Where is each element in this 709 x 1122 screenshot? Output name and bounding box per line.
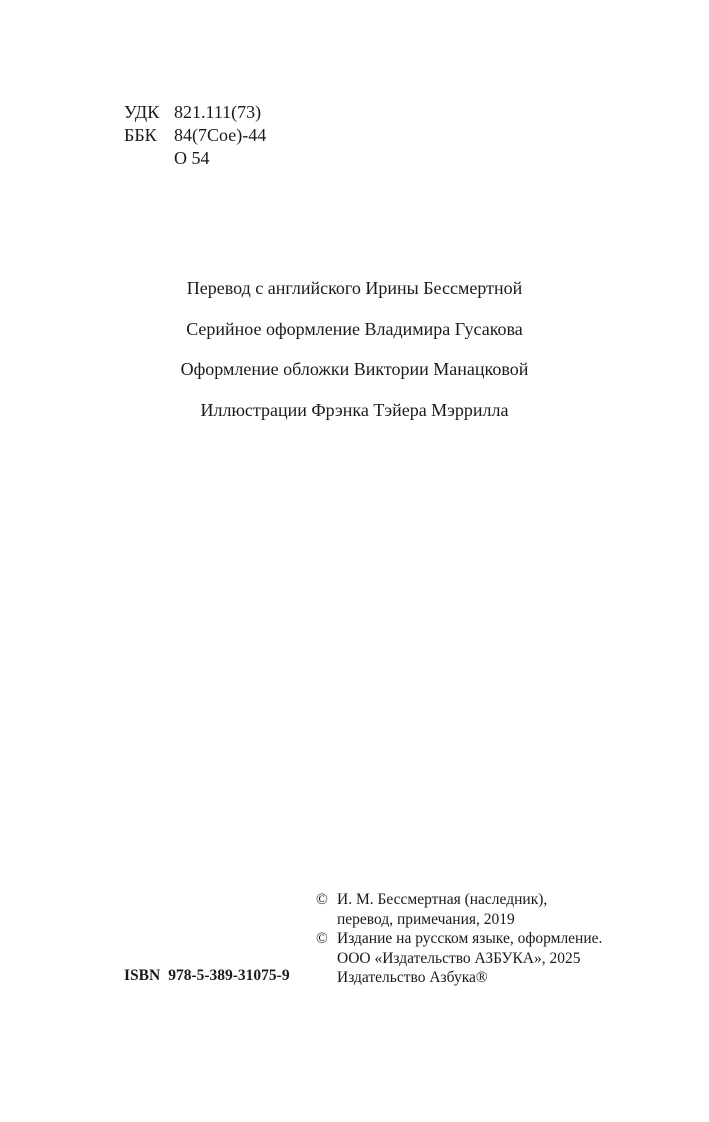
author-mark-row <box>124 147 266 170</box>
credits-block <box>0 277 709 439</box>
copyright-entry-translation <box>316 890 602 929</box>
edition-note: Издание на русском языке, оформление. <box>337 930 603 947</box>
bbk-value: 84(7Сое)-44 <box>174 125 267 145</box>
udk-value: 821.111(73) <box>174 102 262 122</box>
copyright-holder: И. М. Бессмертная (наследник), <box>337 891 548 908</box>
udk-label: УДК <box>124 102 160 122</box>
copyright-icon: © <box>316 930 328 947</box>
copyright-entry-edition <box>316 929 602 968</box>
series-design-credit: Серийное оформление Владимира Гусакова <box>186 318 523 339</box>
cover-design-credit: Оформление обложки Виктории Манацковой <box>180 359 529 379</box>
classification-block <box>124 101 266 170</box>
bbk-row <box>124 124 266 147</box>
isbn-line <box>124 966 290 986</box>
copyright-icon: © <box>316 891 328 908</box>
udk-row <box>124 101 266 124</box>
copyright-block <box>316 890 602 988</box>
publisher-trademark: Издательство Азбука® <box>337 969 488 986</box>
translator-credit: Перевод с английского Ирины Бессмертной <box>186 278 523 298</box>
author-mark: О 54 <box>174 148 210 168</box>
isbn-label: ISBN <box>124 967 161 984</box>
isbn-value: 978-5-389-31075-9 <box>168 967 290 984</box>
publisher-company: ООО «Издательство АЗБУКА», 2025 <box>337 949 581 967</box>
copyright-scope: перевод, примечания, 2019 <box>337 910 515 928</box>
illustrations-credit: Иллюстрации Фрэнка Тэйера Мэррилла <box>200 399 509 420</box>
bbk-label: ББК <box>124 125 157 145</box>
